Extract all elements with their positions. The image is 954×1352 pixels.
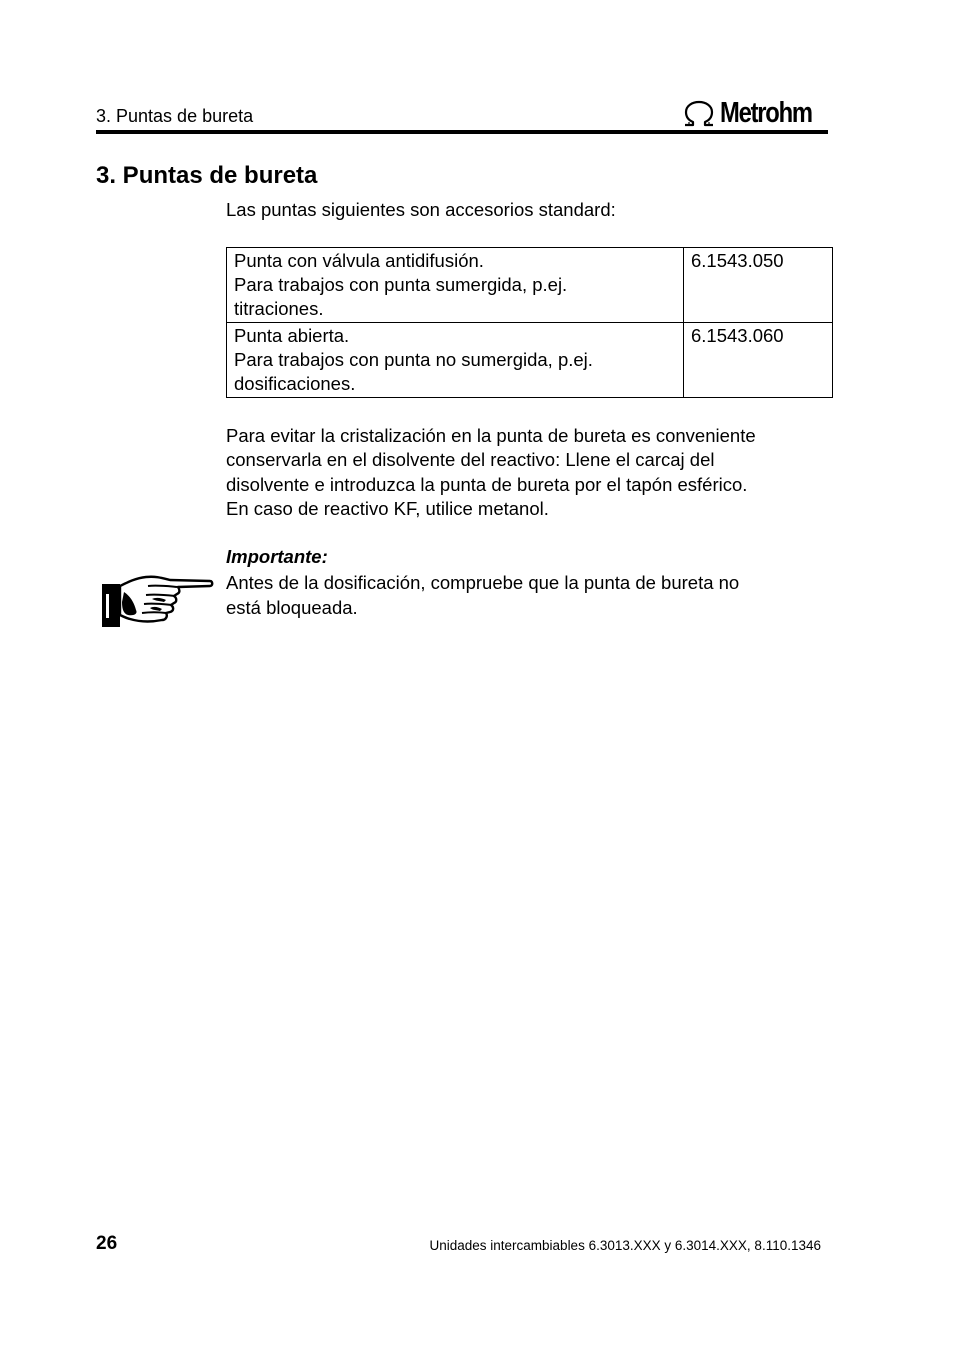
running-header: 3. Puntas de bureta [96, 106, 254, 126]
header-rule [96, 130, 828, 134]
parts-table [226, 247, 833, 398]
paragraph-line: disolvente e introduzca la punta de bureta por el tapón esférico. [226, 473, 748, 495]
table-row [227, 248, 833, 323]
paragraph-line: conservarla en el disolvente del reactivo: Llene el carcaj del [226, 449, 715, 471]
note-line: está bloqueada. [226, 596, 358, 618]
part-description [227, 323, 684, 398]
description-line: titraciones. [234, 298, 324, 319]
pointing-hand-icon [100, 572, 214, 635]
paragraph-line: En caso de reactivo KF, utilice metanol. [226, 497, 549, 519]
metrohm-logo [682, 94, 832, 128]
storage-paragraph [226, 424, 836, 521]
description-line: Para trabajos con punta no sumergida, p.ej. [234, 349, 593, 370]
part-number: 6.1543.050 [684, 248, 833, 323]
omega-icon [682, 100, 716, 128]
footer-document-reference: Unidades intercambiables 6.3013.XXX y 6.3014.XXX, 8.110.1346 [429, 1238, 821, 1253]
note-label: Importante: [226, 546, 328, 567]
part-description [227, 248, 684, 323]
description-line: dosificaciones. [234, 373, 356, 394]
description-line: Para trabajos con punta sumergida, p.ej. [234, 274, 568, 295]
paragraph-line: Para evitar la cristalización en la punta de bureta es conveniente [226, 425, 756, 446]
description-line: Punta abierta. [234, 325, 350, 346]
page-number: 26 [96, 1233, 118, 1254]
section-title: 3. Puntas de bureta [96, 162, 318, 189]
intro-text: Las puntas siguientes son accesorios standard: [226, 199, 616, 220]
part-number: 6.1543.060 [684, 323, 833, 398]
note-line: Antes de la dosificación, compruebe que la punta de bureta no [226, 572, 740, 593]
logo-text: Metrohm [720, 97, 812, 129]
note-text [226, 571, 739, 620]
description-line: Punta con válvula antidifusión. [234, 250, 484, 271]
table-row [227, 323, 833, 398]
